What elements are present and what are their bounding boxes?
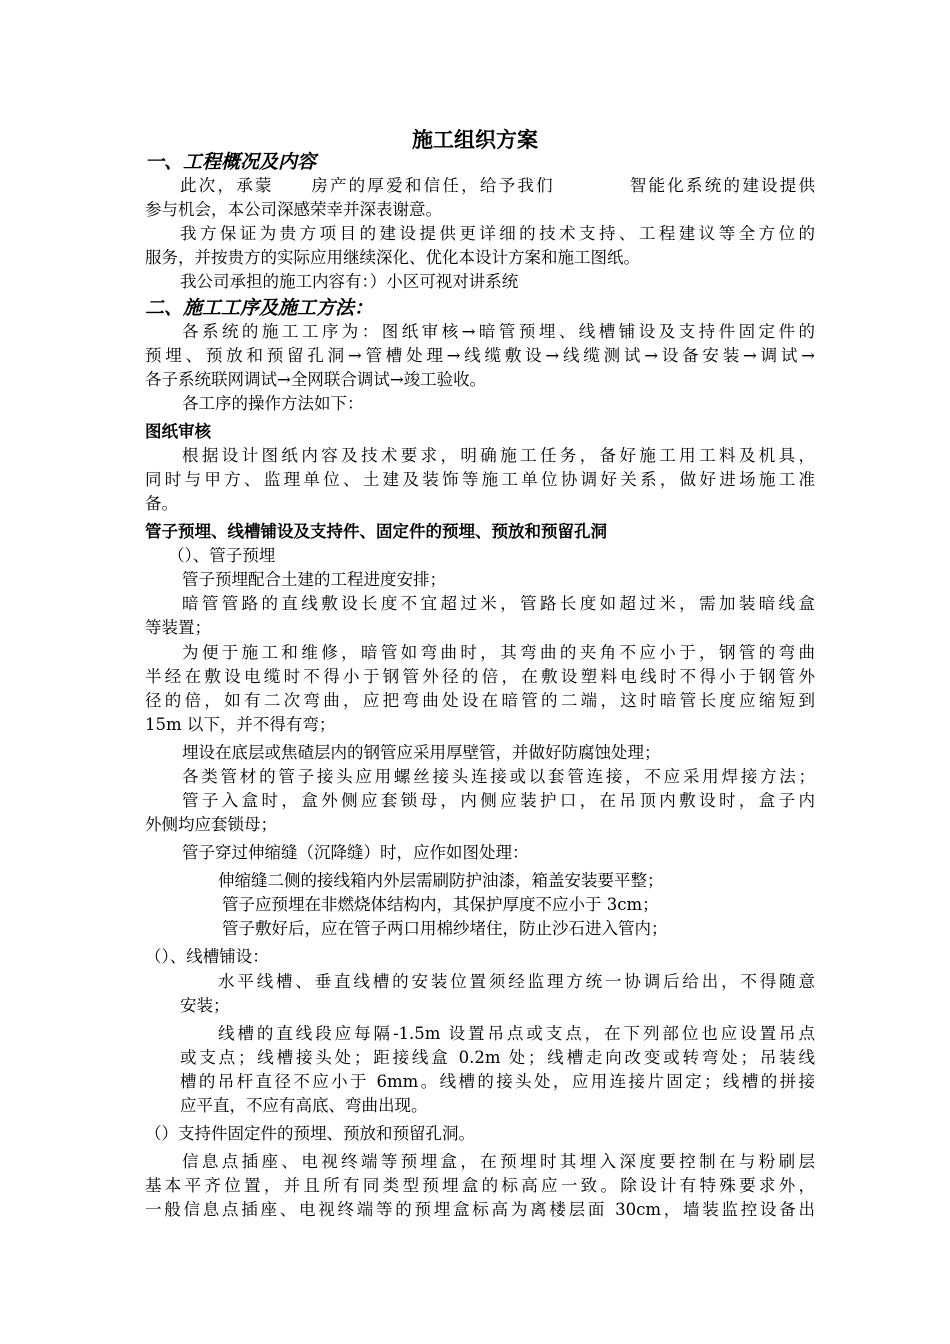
- paragraph-line: （）、线槽铺设：: [145, 947, 269, 966]
- paragraph-line: 或支点；线槽接头处；距接线盒 0.2m 处；线槽走向改变或转弯处；吊装线: [180, 1048, 815, 1067]
- paragraph-line: 基本平齐位置，并且所有同类型预埋盒的标高应一致。除设计有特殊要求外，: [145, 1176, 815, 1195]
- paragraph-line: 同时与甲方、监理单位、土建及装饰等施工单位协调好关系，做好进场施工准: [145, 470, 815, 489]
- paragraph-line: 管子入盒时，盒外侧应套锁母，内侧应装护口，在吊顶内敷设时，盒子内: [182, 791, 815, 810]
- paragraph-line: 备。: [145, 494, 178, 513]
- paragraph-line: 各类管材的管子接头应用螺丝接头连接或以套管连接，不应采用焊接方法；: [182, 767, 815, 786]
- section-heading: 一、工程概况及内容: [145, 151, 317, 173]
- section-heading: 图纸审核: [145, 422, 211, 441]
- paragraph-line: （）、管子预埋: [168, 546, 276, 565]
- paragraph-line: 水平线槽、垂直线槽的安装位置须经监理方统一协调后给出，不得随意: [218, 972, 815, 991]
- paragraph-line: 为便于施工和维修，暗管如弯曲时，其弯曲的夹角不应小于，钢管的弯曲: [182, 643, 815, 662]
- document-title: 施工组织方案: [412, 128, 538, 152]
- paragraph-line: 暗管管路的直线敷设长度不宜超过米，管路长度如超过米，需加装暗线盒: [182, 594, 815, 613]
- paragraph-line: 我方保证为贵方项目的建设提供更详细的技术支持、工程建议等全方位的: [180, 224, 815, 243]
- paragraph-line: 管子预埋配合土建的工程进度安排；: [182, 570, 446, 589]
- paragraph-line: 等装置；: [145, 618, 211, 637]
- paragraph-line: 各工序的操作方法如下：: [182, 394, 364, 413]
- paragraph-line: 信息点插座、电视终端等预埋盒，在预埋时其埋入深度要控制在与粉刷层: [182, 1152, 815, 1171]
- paragraph-line: 径的倍，如有二次弯曲，应把弯曲处设在暗管的二端，这时暗管长度应缩短到: [145, 691, 815, 710]
- paragraph-line: 管子敷好后，应在管子两口用棉纱堵住，防止沙石进入管内；: [222, 919, 668, 938]
- paragraph-line: 15m 以下，并不得有弯；: [145, 715, 336, 734]
- paragraph-line: 我公司承担的施工内容有：）小区可视对讲系统: [180, 272, 519, 291]
- paragraph-line: 伸缩缝二侧的接线箱内外层需刷防护油漆，箱盖安装要平整；: [218, 871, 664, 890]
- paragraph-line: 应平直，不应有高底、弯曲出现。: [180, 1096, 428, 1115]
- paragraph-line: 服务，并按贵方的实际应用继续深化、优化本设计方案和施工图纸。: [145, 248, 640, 267]
- paragraph-line: （）支持件固定件的预埋、预放和预留孔洞。: [145, 1124, 475, 1143]
- paragraph-line: 槽的吊杆直径不应小于 6mm。线槽的接头处，应用连接片固定；线槽的拼接: [180, 1072, 815, 1091]
- paragraph-line: 一般信息点插座、电视终端等的预埋盒标高为离楼层面 30cm，墙装监控设备出: [145, 1200, 815, 1219]
- paragraph-line: 安装；: [180, 996, 230, 1015]
- paragraph-line: 半经在敷设电缆时不得小于钢管外径的倍，在敷设塑料电线时不得小于钢管外: [145, 667, 815, 686]
- paragraph-line: 根据设计图纸内容及技术要求，明确施工任务，备好施工用工料及机具，: [182, 446, 815, 465]
- paragraph-line: 各系统的施工工序为：图纸审核→暗管预埋、线槽铺设及支持件固定件的: [182, 322, 815, 341]
- paragraph-line: 预埋、预放和预留孔洞→管槽处理→线缆敷设→线缆测试→设备安装→调试→: [145, 346, 815, 365]
- section-heading: 二、施工工序及施工方法：: [145, 297, 374, 319]
- paragraph-line: 管子应预埋在非燃烧体结构内，其保护厚度不应小于 3cm；: [222, 895, 659, 914]
- paragraph-line: 管子穿过伸缩缝（沉降缝）时，应作如图处理：: [182, 843, 529, 862]
- section-heading: 管子预埋、线槽铺设及支持件、固定件的预埋、预放和预留孔洞: [145, 522, 607, 541]
- paragraph-line: 线槽的直线段应每隔-1.5m 设置吊点或支点，在下列部位也应设置吊点: [218, 1024, 815, 1043]
- paragraph-line: 此次，承蒙 房产的厚爱和信任，给予我们 智能化系统的建设提供: [180, 176, 815, 195]
- paragraph-line: 外侧均应套锁母；: [145, 815, 277, 834]
- paragraph-line: 参与机会，本公司深感荣幸并深表谢意。: [145, 200, 442, 219]
- paragraph-line: 各子系统联网调试→全网联合调试→竣工验收。: [145, 370, 487, 389]
- paragraph-line: 埋设在底层或焦碴层内的钢管应采用厚壁管，并做好防腐蚀处理；: [182, 743, 661, 762]
